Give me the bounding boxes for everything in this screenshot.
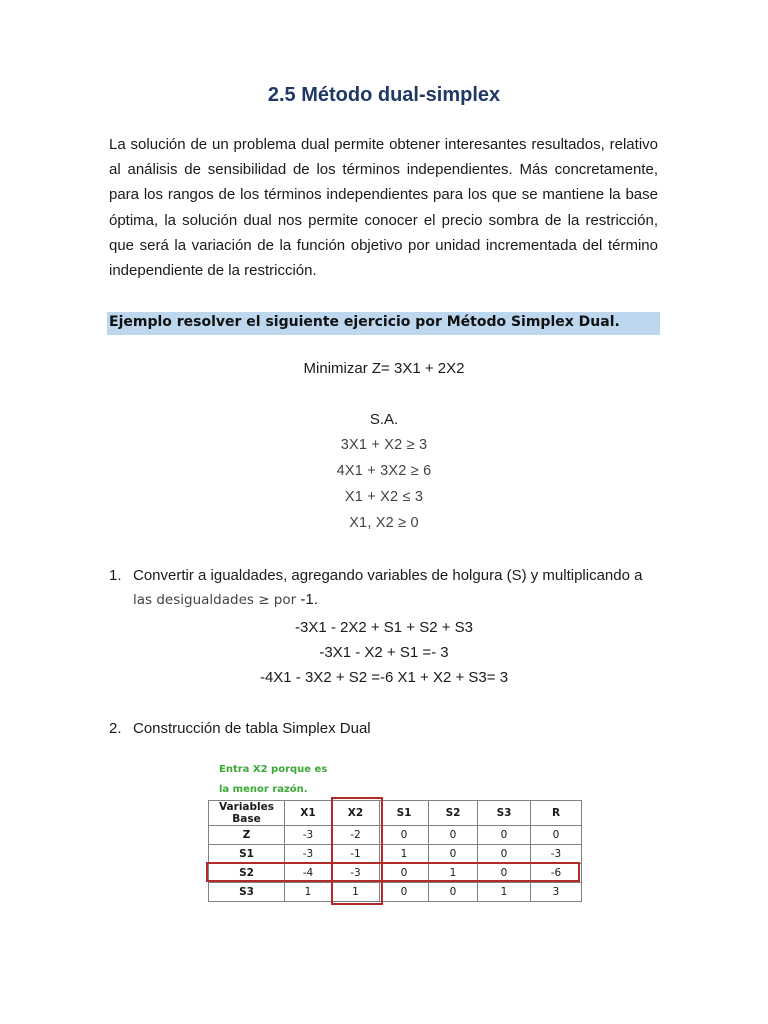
table-cell: 0 — [429, 845, 478, 864]
step1-continuation — [133, 591, 318, 608]
step2-text: Construcción de tabla Simplex Dual — [133, 720, 371, 737]
table-cell: 1 — [332, 883, 380, 902]
table-cell: 0 — [478, 864, 531, 883]
table-row — [209, 845, 582, 864]
step2-number: 2. — [109, 720, 122, 737]
table-row — [209, 826, 582, 845]
table-cell: 0 — [478, 826, 531, 845]
header-cell: Variables Base — [209, 801, 285, 826]
table-cell: 0 — [429, 826, 478, 845]
constraint: 3X1 + X2 ≥ 3 — [340, 437, 428, 453]
step1-continuation-b: -1. — [296, 591, 318, 608]
step1-number: 1. — [109, 567, 122, 584]
table-cell: S3 — [209, 883, 285, 902]
simplex-table — [208, 800, 582, 902]
table-cell: 0 — [429, 883, 478, 902]
table-note: Entra X2 porque es la menor razón. — [219, 764, 328, 795]
table-cell: -4 — [285, 864, 332, 883]
table-cell: 0 — [531, 826, 582, 845]
table-cell: -3 — [531, 845, 582, 864]
header-cell: S1 — [380, 801, 429, 826]
table-cell: 1 — [478, 883, 531, 902]
table-cell: -1 — [332, 845, 380, 864]
intro-paragraph: La solución de un problema dual permite obtener interesantes resultados, relativo al análisis de sensibilidad de los términos independientes. Más concretamente, para los rangos de los términos independientes para los que se mantiene la base óptima, la solución dual nos permite conocer el precio sombra de la restricción, que será la variación de la función objetivo por unidad incrementada del término independiente de la restricción. — [109, 136, 658, 280]
header-cell: X2 — [332, 801, 380, 826]
table-cell: 1 — [285, 883, 332, 902]
table-cell: -3 — [285, 845, 332, 864]
constraint: X1, X2 ≥ 0 — [349, 515, 419, 531]
table-cell: 0 — [380, 864, 429, 883]
table-cell: 0 — [380, 826, 429, 845]
subject-to-label: S.A. — [369, 411, 399, 428]
table-cell: 1 — [429, 864, 478, 883]
equation: -3X1 - X2 + S1 =- 3 — [319, 644, 449, 661]
pivot-row-highlight — [206, 862, 580, 882]
table-cell: 0 — [478, 845, 531, 864]
constraint: X1 + X2 ≤ 3 — [344, 489, 424, 505]
table-cell: 0 — [380, 883, 429, 902]
equation: -3X1 - 2X2 + S1 + S2 + S3 — [294, 619, 474, 636]
table-cell: -2 — [332, 826, 380, 845]
constraint: 4X1 + 3X2 ≥ 6 — [336, 463, 432, 479]
table-cell: S2 — [209, 864, 285, 883]
table-header-row — [209, 801, 582, 826]
header-cell: S2 — [429, 801, 478, 826]
header-cell: S3 — [478, 801, 531, 826]
header-cell: R — [531, 801, 582, 826]
table-cell: Z — [209, 826, 285, 845]
page-title: 2.5 Método dual-simplex — [267, 84, 501, 106]
header-cell: X1 — [285, 801, 332, 826]
step1-continuation-a: las desigualdades ≥ por — [133, 592, 297, 608]
table-cell: S1 — [209, 845, 285, 864]
table-cell: -3 — [332, 864, 380, 883]
table-row — [209, 883, 582, 902]
equation: -4X1 - 3X2 + S2 =-6 X1 + X2 + S3= 3 — [259, 669, 509, 686]
table-cell: -6 — [531, 864, 582, 883]
table-cell: -3 — [285, 826, 332, 845]
table-cell: 3 — [531, 883, 582, 902]
example-heading: Ejemplo resolver el siguiente ejercicio por Método Simplex Dual. — [109, 314, 620, 330]
pivot-column-highlight — [331, 797, 383, 905]
objective-function: Minimizar Z= 3X1 + 2X2 — [303, 360, 465, 377]
table-cell: 1 — [380, 845, 429, 864]
step1-text: Convertir a igualdades, agregando variables de holgura (S) y multiplicando a — [133, 567, 643, 584]
